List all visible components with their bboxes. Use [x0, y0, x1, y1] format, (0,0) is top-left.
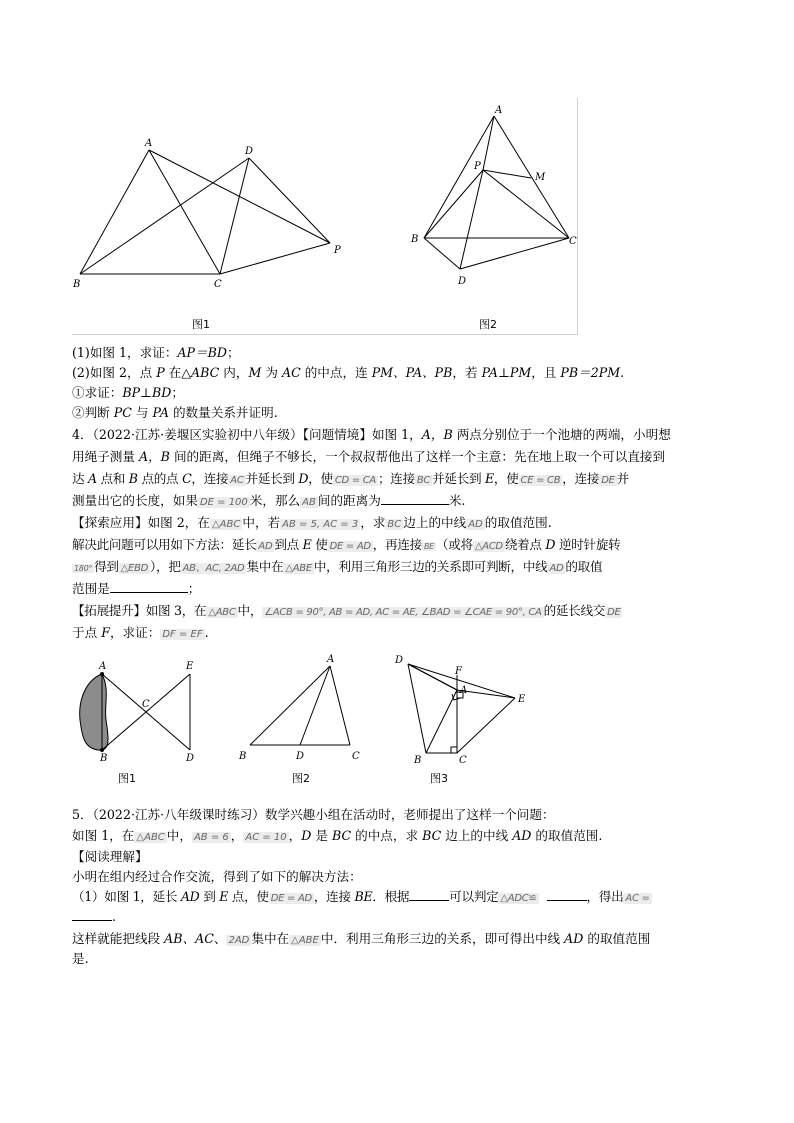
- text: 的取值范围.: [484, 515, 552, 530]
- mid-fig1-label-D: D: [186, 753, 195, 764]
- pond-shape: [80, 674, 108, 750]
- text: 范围是: [72, 581, 110, 596]
- math-var: AC: [281, 365, 301, 380]
- math-var: F: [101, 625, 110, 640]
- fig1-label-P: P: [334, 245, 341, 256]
- text: 的取值: [565, 559, 603, 574]
- math-var: B: [128, 471, 138, 486]
- text: 并延长到: [245, 471, 299, 486]
- fig1-label-B: B: [73, 279, 81, 290]
- math-box: DE = AD: [270, 893, 312, 904]
- mid-fig1-label-E: E: [186, 661, 194, 672]
- text: （1）如图 1，延长: [72, 889, 181, 904]
- text: 【拓展提升】如图 3，在: [72, 603, 207, 618]
- mid-fig2-label-C: C: [352, 751, 360, 762]
- answer-blank[interactable]: [409, 888, 449, 901]
- text: 边上的中线: [403, 515, 467, 530]
- q3-part1: [72, 344, 240, 362]
- text: 用绳子测量: [72, 449, 139, 464]
- text: ①求证：: [72, 385, 123, 400]
- math-box: △ABC: [136, 832, 165, 843]
- text: 集中在: [251, 931, 290, 946]
- text: 点和: [96, 471, 129, 486]
- text: 到点: [274, 537, 303, 552]
- fig1-lines: [80, 150, 330, 274]
- q4-line1: [72, 426, 671, 444]
- q4-line6: [72, 536, 620, 556]
- text: 可以判定: [449, 889, 499, 904]
- math-box: BE: [423, 542, 434, 551]
- fig1-segment-BD: [80, 158, 249, 274]
- math-box: DE: [601, 475, 615, 486]
- q5-line2: [72, 827, 602, 847]
- text: ，得出: [586, 889, 624, 904]
- math-var: BC: [331, 828, 352, 843]
- text: ；连接: [377, 471, 415, 486]
- math-eq: PA⊥PM: [481, 365, 532, 380]
- mid-fig2-label-B: B: [239, 751, 247, 762]
- fig1-segment-DP: [249, 158, 330, 243]
- text: ，连接: [191, 471, 229, 486]
- math-var: M: [248, 365, 262, 380]
- point-B: [100, 748, 104, 752]
- fig1-label-A: A: [145, 138, 153, 149]
- text: 的取值范围.: [531, 828, 603, 843]
- math-eq: BP⊥BD: [122, 385, 172, 400]
- q3-sub1: [72, 384, 184, 402]
- math-box: △ABC: [208, 607, 236, 618]
- text: (2)如图 2，点: [72, 365, 157, 380]
- math-var: C: [182, 471, 192, 486]
- text: 的中点，连: [300, 365, 372, 380]
- fig1-segment-BA: [80, 150, 149, 274]
- mid-fig3-label-B: B: [414, 755, 422, 766]
- q5-line3: [72, 848, 148, 866]
- text: 使: [311, 537, 328, 552]
- text: 并: [616, 471, 629, 486]
- point-A: [100, 672, 104, 676]
- mid-fig3-label-D: D: [395, 655, 404, 666]
- math-var: BE: [354, 889, 373, 904]
- mid-fig1-label-A: A: [99, 661, 107, 672]
- math-box: DF = EF: [162, 629, 203, 640]
- text: ，若: [452, 365, 482, 380]
- fig1-caption: 图1: [192, 318, 210, 331]
- math-box: CE = CB: [520, 475, 561, 486]
- q4-line4: [72, 492, 465, 512]
- math-var: AB、AC: [164, 931, 214, 946]
- math-box: DE: [607, 607, 621, 618]
- q4-line7: [72, 558, 602, 578]
- answer-blank[interactable]: [72, 908, 112, 921]
- mid-fig2-segment-BA: [250, 666, 330, 745]
- text: 达: [72, 471, 88, 486]
- answer-blank[interactable]: [381, 492, 449, 505]
- q4-line3: [72, 470, 629, 490]
- text: 边上的中线: [441, 828, 513, 843]
- mid-fig3-segment-BA: [426, 690, 457, 753]
- math-var: ABC: [191, 365, 220, 380]
- text: 5．（2022·江苏·八年级课时练习）数学兴趣小组在活动时，老师提出了这样一个问题：: [72, 807, 555, 822]
- mid-fig1-lines: [102, 674, 190, 750]
- fig2-label-C: C: [569, 236, 577, 247]
- text: 中，若: [242, 515, 281, 530]
- answer-blank[interactable]: [110, 580, 188, 593]
- text: ；: [171, 385, 184, 400]
- fig2-segment-DC: [460, 238, 569, 269]
- math-box: 180°: [74, 564, 93, 573]
- math-eq: AP＝BD: [177, 345, 227, 360]
- math-var: PA: [152, 405, 169, 420]
- q4-line8: [72, 580, 200, 598]
- q3-sub2: [72, 404, 278, 422]
- math-box: AB = 6: [193, 832, 229, 843]
- text: 解决此问题可以用如下方法：延长: [72, 537, 257, 552]
- text: ，使: [308, 471, 333, 486]
- text: 到: [199, 889, 220, 904]
- text: 的取值范围: [583, 931, 651, 946]
- math-box: CD = CA: [334, 475, 376, 486]
- text: .: [112, 909, 117, 924]
- text: ，连接: [313, 889, 355, 904]
- math-var: E: [485, 471, 494, 486]
- fig2-label-P: P: [474, 161, 481, 172]
- text: 中，: [237, 603, 263, 618]
- math-box: BC: [416, 475, 431, 486]
- fig2-segment-AB: [424, 116, 494, 238]
- text: 点的点: [137, 471, 183, 486]
- math-var: D: [301, 828, 312, 843]
- text: 并延长到: [432, 471, 486, 486]
- text: ，再连接: [372, 537, 422, 552]
- text: .: [204, 625, 209, 640]
- text: ，且: [531, 365, 561, 380]
- mid-fig3-label-F: F: [455, 666, 462, 677]
- text: 与: [131, 405, 153, 420]
- math-box: DE = AD: [329, 541, 371, 552]
- mid-fig3-segment-DB: [408, 664, 426, 753]
- text: ，使: [493, 471, 519, 486]
- math-box: AB: [302, 497, 316, 508]
- math-var: PC: [113, 405, 132, 420]
- text: （或将: [435, 537, 473, 552]
- math-box: △ABE: [285, 563, 312, 574]
- q4-line9: [72, 602, 622, 622]
- text: 米.: [448, 493, 466, 508]
- q5-line7: [72, 930, 650, 950]
- text: 【阅读理解】: [72, 849, 148, 864]
- q5-line1: [72, 806, 555, 824]
- math-var: AD: [564, 931, 584, 946]
- text: ②判断: [72, 405, 114, 420]
- mid-fig2-lines: [250, 666, 350, 745]
- math-var: D: [298, 471, 309, 486]
- fig1-label-D: D: [245, 146, 254, 157]
- mid-fig1-label-B: B: [100, 753, 108, 764]
- fig2-segment-PM: [483, 170, 531, 178]
- text: 的中点，求: [351, 828, 423, 843]
- q4-line5: [72, 514, 552, 534]
- fig2-segment-PD: [460, 170, 483, 269]
- mid-fig1-label-C: C: [142, 699, 150, 710]
- math-box: AD: [468, 519, 483, 530]
- math-box: AC = 10: [245, 832, 287, 843]
- math-box: △EBD: [120, 563, 149, 574]
- text: ；: [187, 581, 201, 596]
- text: ．根据: [372, 889, 410, 904]
- math-var: E: [219, 889, 229, 904]
- q4-line2: [72, 448, 665, 466]
- text: ，: [230, 828, 244, 843]
- math-var: AD: [512, 828, 532, 843]
- fig2-lines: [424, 116, 569, 269]
- math-box: AD: [258, 541, 273, 552]
- math-box: AC =: [625, 893, 650, 904]
- text: 是: [311, 828, 332, 843]
- right-angle-BAD: [452, 694, 460, 700]
- math-box: BC: [387, 519, 402, 530]
- fig2-caption: 图2: [479, 318, 497, 331]
- text: 集中在: [246, 559, 284, 574]
- text: (1)如图 1，求证：: [72, 345, 178, 360]
- text: 中．利用三角形三边的关系，即可得出中线: [320, 931, 565, 946]
- math-var: BC: [422, 828, 442, 843]
- math-box: △ABC: [211, 519, 241, 530]
- mid-fig3-caption: 图3: [430, 772, 448, 785]
- math-var: AD: [180, 889, 200, 904]
- mid-fig2-caption: 图2: [292, 772, 310, 785]
- text: ；: [226, 345, 240, 360]
- mid-fig2-segment-AD: [300, 666, 330, 745]
- text: 于点: [72, 625, 102, 640]
- math-var: PM、PA、PB: [371, 365, 453, 380]
- text: 内，: [219, 365, 249, 380]
- text: 中，: [166, 828, 192, 843]
- text: ，求: [360, 515, 386, 530]
- text: 间的距离，但绳子不够长，一个叔叔帮他出了这样一个主意：先在地上取一个可以直接到: [169, 449, 666, 464]
- text: 得到: [94, 559, 119, 574]
- fig2-segment-PB: [424, 170, 483, 238]
- text: .: [620, 365, 625, 380]
- mid-fig2-segment-AC: [330, 666, 350, 745]
- fig1-segment-CP: [220, 243, 330, 274]
- fig2-segment-BD: [424, 238, 460, 269]
- math-var: P: [156, 365, 165, 380]
- math-var: A，B: [421, 427, 453, 442]
- mid-fig3-lines: [408, 664, 515, 753]
- text: 这样就能把线段: [72, 931, 165, 946]
- math-box: AC: [230, 475, 244, 486]
- text: ，: [288, 828, 302, 843]
- math-var: A: [88, 471, 97, 486]
- math-box: AB = 5, AC = 3: [282, 519, 359, 530]
- fig2-segment-AP: [483, 116, 494, 170]
- q5-line6: [72, 908, 116, 926]
- math-box: △ADC≌: [500, 893, 537, 904]
- mid-fig3-segment-CE: [457, 698, 515, 753]
- text: 逆时针旋转: [555, 537, 621, 552]
- fig2-segment-PC: [483, 170, 569, 238]
- text: ，求证：: [109, 625, 161, 640]
- q4-line10: [72, 624, 209, 644]
- text: 【探索应用】如图 2，在: [72, 515, 210, 530]
- mid-fig3-label-E: E: [518, 694, 526, 705]
- q5-line4: [72, 868, 362, 886]
- text: 小明在组内经过合作交流，得到了如下的解决方法：: [72, 869, 362, 884]
- mid-fig1-caption: 图1: [118, 772, 136, 785]
- text: 两点分别位于一个池塘的两端，小明想: [452, 427, 671, 442]
- math-eq: PB＝2PM: [560, 365, 621, 380]
- right-angle-C: [451, 747, 457, 753]
- text: 是.: [72, 951, 89, 966]
- fig2-label-D: D: [458, 276, 467, 287]
- math-var: D: [545, 537, 556, 552]
- text: 测量出它的长度，如果: [72, 493, 198, 508]
- fig2-label-M: M: [535, 172, 546, 183]
- text: 间的距离为: [317, 493, 381, 508]
- text: 米，那么: [249, 493, 301, 508]
- math-box: AB、AC, 2AD: [182, 563, 245, 574]
- text: 点，使: [228, 889, 269, 904]
- top-figures-svg: [72, 98, 577, 334]
- math-box: △ACD: [474, 541, 503, 552]
- fig2-label-A: A: [495, 105, 503, 116]
- text: 、: [213, 931, 227, 946]
- math-box: ∠ACB = 90°, AB = AD, AC = AE, ∠BAD = ∠CAE = 90°, CA: [264, 607, 542, 618]
- answer-blank[interactable]: [547, 888, 587, 901]
- text: 4．（2022·江苏·姜堰区实验初中八年级）【问题情境】如图 1，: [72, 427, 422, 442]
- math-box: 2AD: [228, 935, 250, 946]
- math-var: E: [302, 537, 312, 552]
- fig2-segment-AC: [494, 116, 569, 238]
- q3-part2: [72, 364, 624, 382]
- text: ，连接: [562, 471, 600, 486]
- text: 如图 1，在: [72, 828, 135, 843]
- fig2-label-B: B: [411, 234, 419, 245]
- math-var: A，B: [138, 449, 170, 464]
- mid-figures-svg: [72, 650, 552, 790]
- text: 为: [261, 365, 282, 380]
- math-box: AD: [549, 563, 564, 574]
- mid-fig2-label-A: A: [327, 654, 335, 665]
- q5-line8: [72, 950, 89, 968]
- q5-line5: [72, 888, 652, 908]
- mid-fig3-label-C: C: [459, 755, 467, 766]
- math-box: △ABE: [291, 935, 319, 946]
- text: 的延长线交: [543, 603, 606, 618]
- math-box: DE = 100: [199, 497, 248, 508]
- mid-fig3-label-A: A: [460, 685, 468, 696]
- text: ），把: [150, 559, 181, 574]
- top-figure-panel: [72, 98, 578, 335]
- mid-fig2-label-D: D: [296, 751, 305, 762]
- text: 在△: [164, 365, 192, 380]
- text: 的数量关系并证明.: [168, 405, 278, 420]
- text: 绕着点: [504, 537, 546, 552]
- fig1-label-C: C: [214, 279, 222, 290]
- text: 中，利用三角形三边的关系即可判断，中线: [313, 559, 548, 574]
